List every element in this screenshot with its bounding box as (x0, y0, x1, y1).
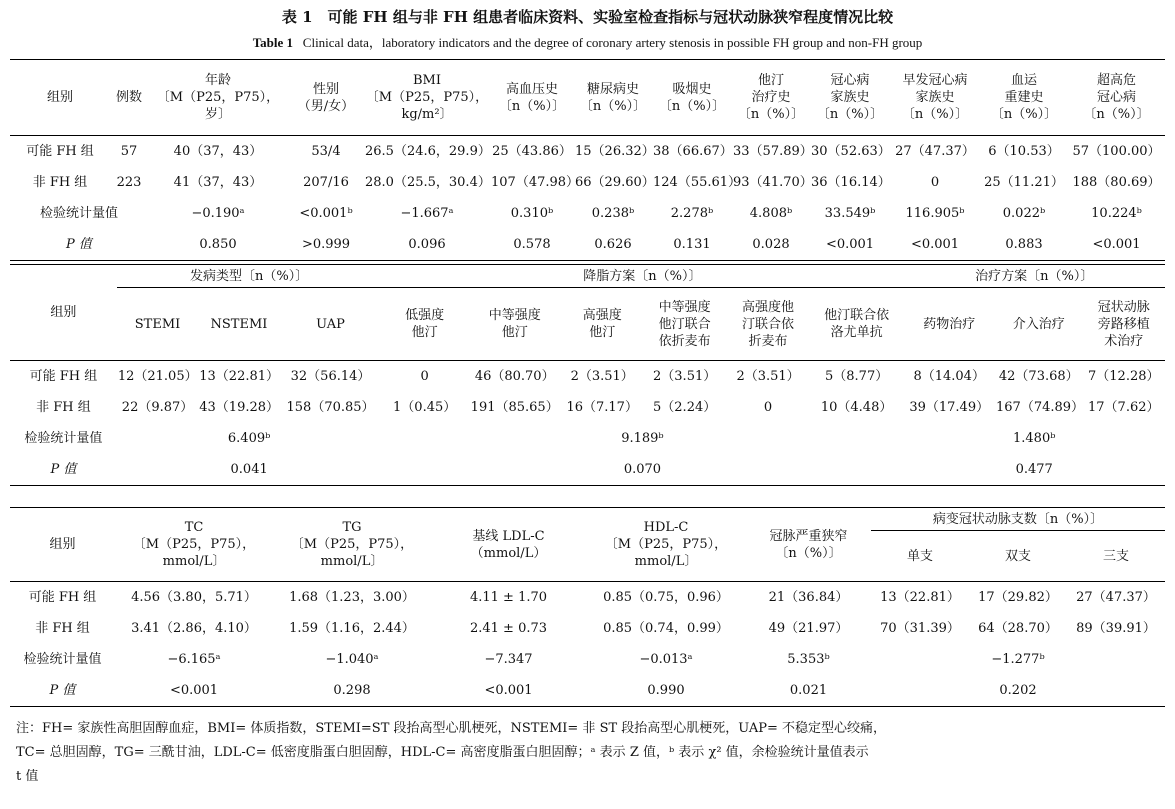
group-cell: 可能 FH 组 (29, 369, 98, 384)
p-row (10, 454, 1165, 486)
t1-header: 例数 (115, 90, 142, 105)
stat-label: 检验统计量值 (24, 431, 103, 446)
table-cell: 2（3.51） (570, 369, 634, 384)
table-cell: 70（31.39） (880, 621, 960, 636)
table-cell: 8（14.04） (913, 369, 985, 384)
stat-row (10, 644, 1165, 675)
table-cell: 4.56（3.80，5.71） (131, 590, 257, 605)
p-row (10, 229, 1165, 261)
group-cell: 非 FH 组 (36, 400, 91, 415)
table-1-header-row (10, 60, 1165, 136)
table-cell: 25（43.86） (492, 144, 572, 159)
t2-header: 他汀联合依 洛尤单抗 (824, 308, 890, 340)
table-cell: 0 (930, 175, 940, 190)
table-cell: 6（10.53） (988, 144, 1060, 159)
table-cell: 42（73.68） (998, 369, 1079, 384)
t3-header: 冠脉严重狭窄 〔n（%）〕 (746, 508, 871, 582)
table-cell: 49（21.97） (768, 621, 849, 636)
p-value: 0.096 (408, 237, 446, 252)
table-cell: 13（22.81） (880, 590, 960, 605)
footnote-line: TC= 总胆固醇，TG= 三酰甘油，LDL-C= 低密度脂蛋白胆固醇，HDL-C= 高密度脂蛋白胆固醇；ᵃ 表示 Z 值，ᵇ 表示 χ² 值，余检验统计量值表示 (16, 745, 869, 760)
table-cell: 158（70.85） (286, 400, 375, 415)
footnote-line: t 值 (16, 769, 39, 784)
p-value: <0.001 (1092, 237, 1141, 252)
stat-value: −7.347 (484, 652, 533, 667)
table-cell: 2（3.51） (653, 369, 717, 384)
table-part-1 (10, 59, 1165, 261)
group-cell: 非 FH 组 (32, 175, 88, 190)
table-cell: 167（74.89） (996, 400, 1085, 415)
table-cell: 7（12.28） (1088, 369, 1160, 384)
p-value: 0.041 (230, 462, 268, 477)
p-value: 0.298 (333, 683, 371, 698)
table-cell: 27（47.37） (895, 144, 975, 159)
table-cell: 17（29.82） (978, 590, 1058, 605)
stat-value: 9.189ᵇ (621, 431, 664, 446)
table-cell: 26.5（24.6，29.9） (365, 144, 491, 159)
stat-value: 116.905ᵇ (905, 206, 965, 221)
t2-header: NSTEMI (210, 316, 268, 332)
table-cell: 107（47.98） (491, 175, 580, 190)
table-cell: 17（7.62） (1088, 400, 1160, 415)
table-cell: 13（22.81） (199, 369, 280, 384)
t3-header: TG 〔M（P25，P75）， mmol/L〕 (273, 508, 431, 582)
table-row (10, 582, 1165, 614)
table-cell: 223 (116, 175, 142, 190)
table-cell: 3.41（2.86，4.10） (131, 621, 257, 636)
table-cell: 53/4 (311, 144, 341, 159)
stat-value: 0.238ᵇ (591, 206, 635, 221)
t3-header: HDL-C 〔M（P25，P75）， mmol/L〕 (586, 508, 746, 582)
t1-header: 高血压史 〔n（%）〕 (498, 81, 566, 114)
table-cell: 1.59（1.16，2.44） (289, 621, 415, 636)
stat-value: 0.310ᵇ (510, 206, 554, 221)
t3-header: 三支 (1103, 548, 1130, 564)
table-cell: 2（3.51） (736, 369, 800, 384)
stat-value: 10.224ᵇ (1091, 206, 1142, 221)
table-cell: 5（2.24） (653, 400, 717, 415)
t1-header: 超高危 冠心病 〔n（%）〕 (1083, 73, 1150, 122)
table-cell: 0 (763, 400, 773, 415)
table-row (10, 136, 1165, 168)
t3-header: 双支 (1004, 548, 1031, 564)
t2-header: 介入治疗 (1012, 316, 1065, 332)
table-cell: 93（41.70） (733, 175, 813, 190)
p-value: 0.131 (673, 237, 711, 252)
t2-span-header: 降脂方案〔n（%）〕 (381, 265, 903, 288)
table-cell: 15（26.32） (575, 144, 655, 159)
table-cell: 39（17.49） (909, 400, 990, 415)
t1-header: 早发冠心病 家族史 〔n（%）〕 (901, 73, 969, 122)
table-3-header-row (10, 508, 1165, 531)
table-cell: 10（4.48） (820, 400, 893, 415)
t2-header: 高强度他 汀联合依 折麦布 (742, 299, 795, 349)
p-label: P 值 (49, 683, 76, 698)
t1-header: BMI 〔M（P25，P75）， kg/m²〕 (365, 73, 489, 122)
t2-header: 冠状动脉 旁路移植 术治疗 (1097, 299, 1150, 349)
table-cell: 32（56.14） (290, 369, 371, 384)
p-value: 0.070 (623, 462, 662, 477)
stat-value: −0.190ᵃ (191, 206, 245, 221)
t1-header: 吸烟史 〔n（%）〕 (658, 81, 726, 114)
table-2-header-row (10, 288, 1165, 361)
t2-span-header: 治疗方案〔n（%）〕 (903, 265, 1165, 288)
table-cell: 36（16.14） (811, 175, 891, 190)
stat-value: 5.353ᵇ (787, 652, 830, 667)
stat-value: 1.480ᵇ (1013, 431, 1056, 446)
stat-value: −1.667ᵃ (400, 206, 454, 221)
t2-header: UAP (316, 316, 345, 332)
table-title-en (0, 32, 1175, 51)
table-cell: 43（19.28） (199, 400, 280, 415)
table-cell: 124（55.61） (653, 175, 742, 190)
t3-header: 基线 LDL-C （mmol/L） (431, 508, 586, 582)
p-label: P 值 (50, 462, 77, 477)
table-cell: 30（52.63） (811, 144, 891, 159)
p-value: 0.626 (594, 237, 632, 252)
t3-header: TC 〔M（P25，P75）， mmol/L〕 (115, 508, 273, 582)
table-cell: 64（28.70） (978, 621, 1058, 636)
group-cell: 非 FH 组 (35, 621, 90, 636)
t2-header: 药物治疗 (923, 316, 976, 332)
p-value: 0.477 (1015, 462, 1053, 477)
table-row (10, 361, 1165, 393)
stat-value: <0.001ᵇ (299, 206, 353, 221)
p-value: 0.850 (199, 237, 237, 252)
stat-value: 6.409ᵇ (227, 431, 271, 446)
table-cell: 57 (120, 144, 138, 159)
t2-header: 组别 (10, 265, 117, 361)
stat-value: 2.278ᵇ (670, 206, 714, 221)
table-cell: 12（21.05） (117, 369, 198, 384)
stat-value: 33.549ᵇ (824, 206, 876, 221)
table-cell: 207/16 (303, 175, 349, 190)
t1-header: 组别 (46, 90, 73, 105)
t1-header: 血运 重建史 〔n（%）〕 (990, 73, 1058, 122)
t2-header: STEMI (134, 316, 181, 332)
table-cell: 25（11.21） (984, 175, 1064, 190)
group-cell: 可能 FH 组 (26, 144, 94, 159)
table-cell: 57（100.00） (1072, 144, 1161, 159)
table-cell: 33（57.89） (733, 144, 813, 159)
p-value: 0.578 (513, 237, 551, 252)
stat-value: −0.013ᵃ (639, 652, 693, 667)
group-cell: 可能 FH 组 (28, 590, 97, 605)
p-value: 0.883 (1005, 237, 1043, 252)
p-value: <0.001 (169, 683, 219, 698)
p-value: <0.001 (910, 237, 960, 252)
table-cell: 40（37，43） (173, 144, 263, 159)
t2-header: 低强度 他汀 (405, 308, 445, 340)
p-value: >0.999 (301, 237, 351, 252)
table-cell: 21（36.84） (768, 590, 849, 605)
table-cell: 27（47.37） (1076, 590, 1156, 605)
t1-header: 年龄 〔M（P25，P75）， 岁〕 (156, 73, 280, 122)
stat-value: −1.277ᵇ (991, 652, 1045, 667)
p-value: 0.028 (752, 237, 790, 252)
p-value: 0.021 (789, 683, 828, 698)
t2-header: 中等强度 他汀 (488, 308, 541, 340)
p-value: <0.001 (484, 683, 533, 698)
t2-header: 中等强度 他汀联合 依折麦布 (658, 299, 711, 349)
t1-header: 冠心病 家族史 〔n（%）〕 (816, 73, 884, 122)
table-part-3 (10, 507, 1165, 707)
table-cell: 5（8.77） (825, 369, 889, 384)
p-value: <0.001 (825, 237, 875, 252)
stat-row (10, 198, 1165, 229)
table-cell: 4.11 ± 1.70 (469, 590, 548, 605)
table-cell: 66（29.60） (575, 175, 655, 190)
table-row (10, 392, 1165, 423)
stat-value: 0.022ᵇ (1002, 206, 1046, 221)
t2-span-header: 发病类型〔n（%）〕 (117, 265, 382, 288)
t1-header: 糖尿病史 〔n（%）〕 (579, 81, 647, 114)
table-cell: 188（80.69） (1072, 175, 1161, 190)
table-label: Table 1 (252, 35, 294, 50)
table-cell: 28.0（25.5，30.4） (365, 175, 491, 190)
t3-header: 单支 (906, 548, 933, 564)
table-title-en-text: Clinical data，laboratory indicators and the degree of coronary artery stenosis in possible FH group and non-FH group (302, 35, 923, 50)
stat-row (10, 423, 1165, 454)
table-footnote (16, 717, 1166, 789)
table-cell: 41（37，43） (173, 175, 263, 190)
footnote-line: 注：FH= 家族性高胆固醇血症，BMI= 体质指数，STEMI=ST 段抬高型心肌梗死，NSTEMI= 非 ST 段抬高型心肌梗死，UAP= 不稳定型心绞痛， (16, 721, 886, 736)
table-cell: 0 (420, 369, 429, 384)
table-cell: 1（0.45） (393, 400, 457, 415)
table-cell: 1.68（1.23，3.00） (289, 590, 415, 605)
table-cell: 46（80.70） (474, 369, 555, 384)
stat-value: −6.165ᵃ (167, 652, 221, 667)
table-row (10, 167, 1165, 198)
table-cell: 191（85.65） (470, 400, 559, 415)
p-label: P 值 (66, 237, 92, 252)
stat-value: 4.808ᵇ (749, 206, 793, 221)
stat-label: 检验统计量值 (39, 206, 118, 221)
t1-header: 他汀 治疗史 〔n（%）〕 (737, 73, 805, 122)
table-cell: 0.85（0.74，0.99） (603, 621, 729, 636)
table-title-cn: 表 1 可能 FH 组与非 FH 组患者临床资料、实验室检查指标与冠状动脉狭窄程度情况比较 (281, 8, 894, 26)
table-2-span-row (10, 265, 1165, 288)
t3-span-header: 病变冠状动脉支数〔n（%）〕 (871, 508, 1165, 531)
table-cell: 0.85（0.75，0.96） (603, 590, 729, 605)
p-row (10, 675, 1165, 707)
table-cell: 2.41 ± 0.73 (469, 621, 548, 636)
stat-label: 检验统计量值 (23, 652, 102, 667)
table-cell: 38（66.67） (653, 144, 733, 159)
t2-header: 高强度 他汀 (582, 308, 622, 340)
p-value: 0.990 (647, 683, 685, 698)
stat-value: −1.040ᵃ (325, 652, 379, 667)
t1-header: 性别 （男/女） (297, 81, 355, 114)
table-cell: 16（7.17） (566, 400, 638, 415)
t3-header: 组别 (10, 508, 115, 582)
p-value: 0.202 (999, 683, 1037, 698)
table-part-2 (10, 264, 1165, 486)
table-cell: 22（9.87） (121, 400, 194, 415)
table-row (10, 613, 1165, 644)
table-cell: 89（39.91） (1076, 621, 1156, 636)
